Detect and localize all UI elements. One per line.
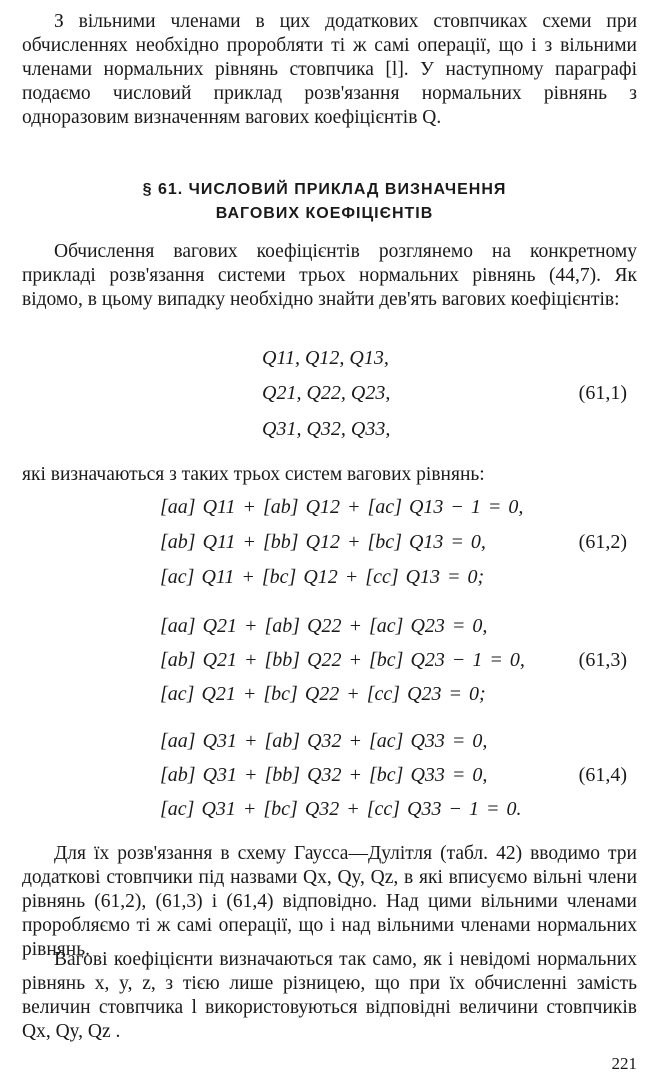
section-title-line-2: ВАГОВИХ КОЕФІЦІЄНТІВ: [215, 205, 434, 222]
equation-61-1-line-2: Q21, Q22, Q23,: [262, 382, 391, 404]
equation-61-1-line-3: Q31, Q32, Q33,: [262, 418, 391, 440]
equation-61-2-line-2: [ab] Q11 + [bb] Q12 + [bc] Q13 = 0,: [160, 531, 486, 553]
body-paragraph-2: які визначаються з таких трьох систем вагових рівнянь:: [22, 464, 485, 485]
equation-61-2-line-3: [ac] Q11 + [bc] Q12 + [cc] Q13 = 0;: [160, 566, 485, 588]
equation-61-3-line-3: [ac] Q21 + [bc] Q22 + [cc] Q23 = 0;: [160, 683, 486, 705]
equation-61-3-line-1: [aa] Q21 + [ab] Q22 + [ac] Q23 = 0,: [160, 615, 488, 637]
body-paragraph-4: Вагові коефіцієнти визначаються так само, як і невідомі нормальних рівнянь x, y, z, з тією лише різницею, що при їх обчисленні замість величин стовпчика l використовуються відповідні величини стовпчиків Qx, Qy, Qz .: [22, 949, 637, 1042]
equation-61-2-line-1: [aa] Q11 + [ab] Q12 + [ac] Q13 − 1 = 0,: [160, 496, 524, 518]
intro-paragraph: З вільними членами в цих додаткових стовпчиках схеми при обчисленнях необхідно проробляти ті ж самі операції, що і з вільними членами нормальних рівнянь стовпчика [l]. У наступному параграфі подаємо числовий приклад розв'язання нормальних рівнянь з одноразовим визначенням вагових коефіцієнтів Q.: [22, 11, 637, 128]
equation-number-61-3: (61,3): [578, 649, 627, 671]
equation-number-61-2: (61,2): [578, 531, 627, 553]
equation-61-4-line-3: [ac] Q31 + [bc] Q32 + [cc] Q33 − 1 = 0.: [160, 798, 522, 820]
equation-61-4-line-1: [aa] Q31 + [ab] Q32 + [ac] Q33 = 0,: [160, 730, 488, 752]
page-number: 221: [611, 1054, 637, 1073]
equation-number-61-4: (61,4): [578, 764, 627, 786]
body-paragraph-1: Обчислення вагових коефіцієнтів розглянемо на конкретному прикладі розв'язання системи трьох нормальних рівнянь (44,7). Як відомо, в цьому випадку необхідно знайти дев'ять вагових коефіцієнтів:: [22, 241, 637, 310]
equation-61-4-line-2: [ab] Q31 + [bb] Q32 + [bc] Q33 = 0,: [160, 764, 488, 786]
equation-number-61-1: (61,1): [578, 382, 627, 404]
section-title-line-1: § 61. ЧИСЛОВИЙ ПРИКЛАД ВИЗНАЧЕННЯ: [142, 181, 507, 198]
equation-61-1-line-1: Q11, Q12, Q13,: [262, 347, 389, 369]
equation-61-3-line-2: [ab] Q21 + [bb] Q22 + [bc] Q23 − 1 = 0,: [160, 649, 525, 671]
body-paragraph-3: Для їх розв'язання в схему Гаусса—Дулітля (табл. 42) вводимо три додаткові стовпчики під назвами Qx, Qy, Qz, в які вписуємо вільні члени рівнянь (61,2), (61,3) і (61,4) відповідно. Над цими вільними членами проробляємо ті ж самі операції, що і над вільними членами нормальних рівнянь.: [22, 843, 637, 960]
